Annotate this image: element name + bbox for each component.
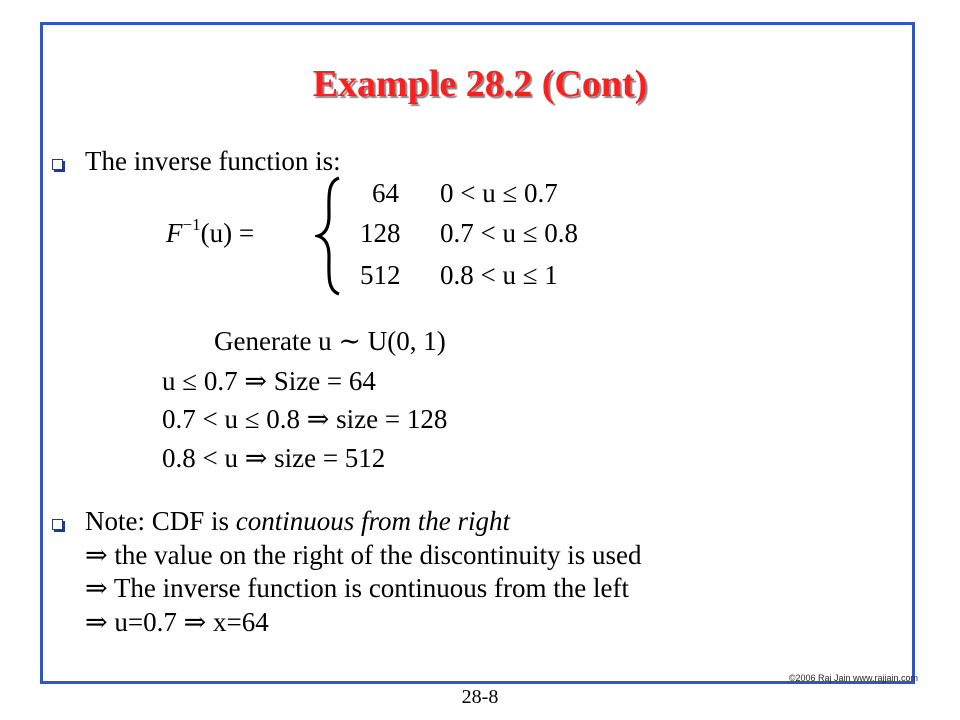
case-condition-3: 0.8 < u ≤ 1 bbox=[440, 260, 558, 290]
slide-number: 28-8 bbox=[461, 686, 499, 708]
bullet-inverse-function bbox=[52, 146, 341, 176]
bullet-note bbox=[52, 506, 510, 536]
bullet-square-icon bbox=[52, 159, 63, 170]
note-line-2: ⇒ the value on the right of the discontinuity is used bbox=[85, 540, 642, 570]
generation-line-2: u ≤ 0.7 ⇒ Size = 64 bbox=[162, 366, 376, 396]
slide-title: Example 28.2 (Cont) bbox=[312, 63, 648, 105]
generation-line-3: 0.7 < u ≤ 0.8 ⇒ size = 128 bbox=[162, 404, 448, 434]
note-line-4: ⇒ u=0.7 ⇒ x=64 bbox=[85, 607, 269, 637]
equation-lhs: $F^{-1}(u)$ = bbox=[166, 215, 255, 248]
case-value-3: 512 bbox=[360, 260, 401, 290]
bullet-square-icon bbox=[52, 519, 63, 530]
case-value-2: 128 bbox=[360, 218, 401, 248]
generation-line-1: Generate u ∼ U(0, 1) bbox=[214, 326, 446, 356]
copyright-footer: ©2006 Raj Jain www.rajjain.com bbox=[788, 673, 918, 683]
note-first-line: Note: CDF is continuous from the right bbox=[85, 506, 511, 536]
generation-line-4: 0.8 < u ⇒ size = 512 bbox=[162, 443, 386, 473]
note-emphasis: continuous from the right bbox=[235, 506, 511, 536]
case-condition-1: 0 < u ≤ 0.7 bbox=[440, 178, 558, 208]
left-brace-icon bbox=[315, 176, 345, 296]
bullet-text: The inverse function is: bbox=[85, 146, 341, 176]
case-condition-2: 0.7 < u ≤ 0.8 bbox=[440, 218, 579, 248]
case-value-1: 64 bbox=[372, 178, 399, 208]
note-line-3: ⇒ The inverse function is continuous from the left bbox=[85, 573, 630, 603]
